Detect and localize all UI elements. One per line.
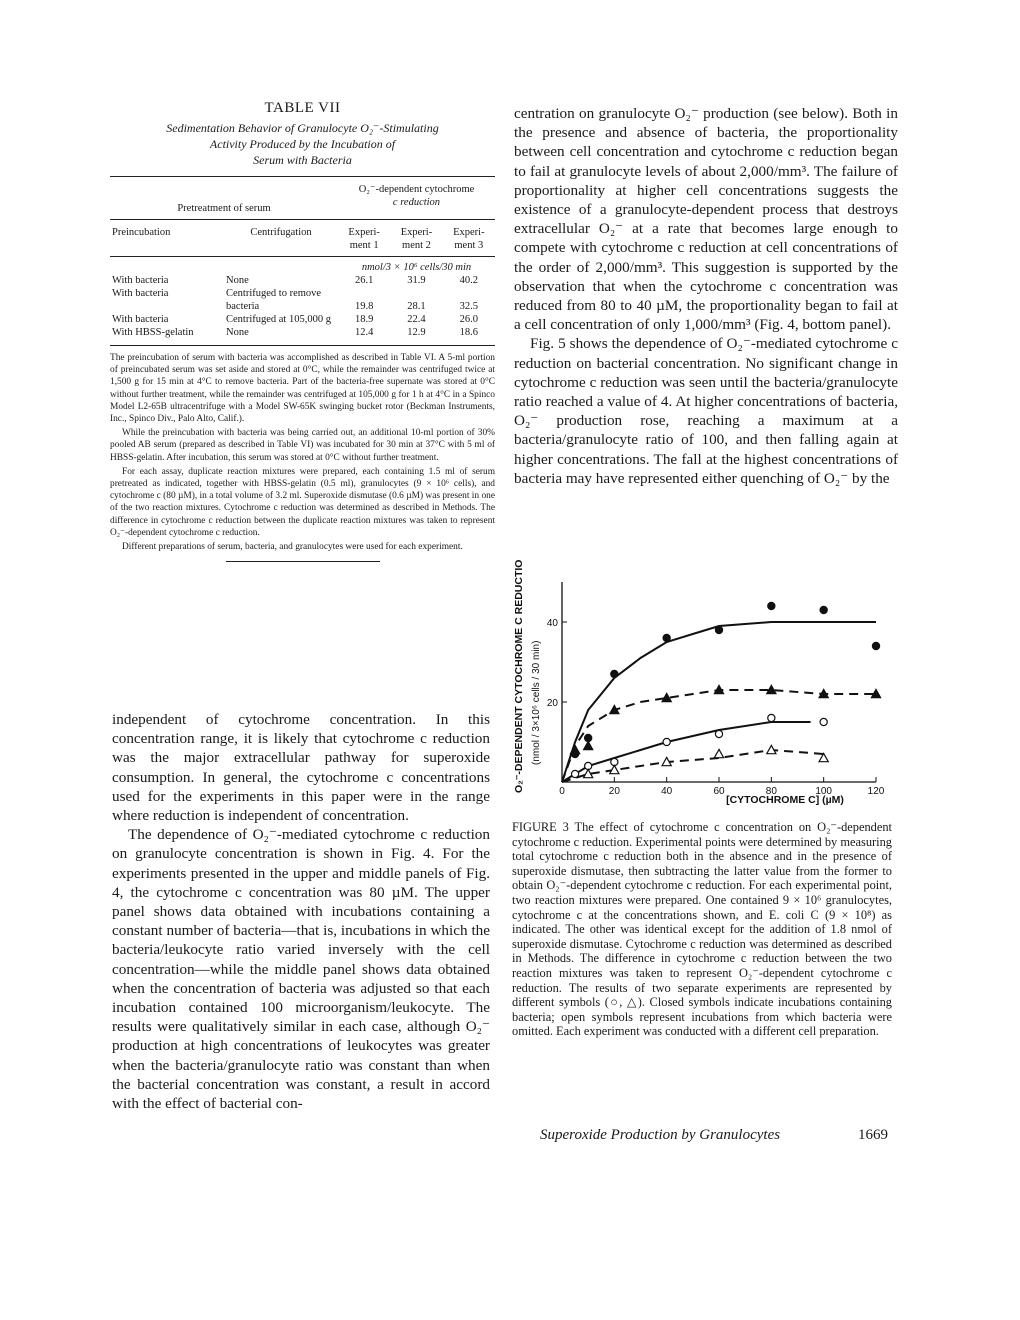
- table-notes: [110, 352, 495, 553]
- x-tick-label: 100: [815, 786, 833, 797]
- data-point: [663, 634, 670, 641]
- table-vii: [110, 100, 495, 562]
- x-tick-label: 40: [661, 786, 673, 797]
- table-subtitle-3: Serum with Bacteria: [253, 153, 352, 167]
- col-exp1: Experi- ment 1: [348, 227, 380, 251]
- figure-3-chart: [505, 560, 905, 805]
- col-centrifugation: Centrifugation: [250, 227, 312, 238]
- data-point: [663, 738, 670, 745]
- col-preincubation: Preincubation: [112, 227, 171, 238]
- x-tick-label: 60: [713, 786, 725, 797]
- x-tick-label: 0: [559, 786, 565, 797]
- notes-end-rule: [226, 561, 380, 562]
- data-point: [820, 606, 827, 613]
- data-point: [714, 749, 723, 757]
- page-number: 1669: [858, 1127, 888, 1143]
- figure-caption: FIGURE 3 The effect of cytochrome c concentration on O₂⁻-dependent cytochrome c reduction. Experimental points were determined by measuring total cytochrome c reduction both in the absence and in the presence of superoxide dismutase, then subtracting the latter value from the former to obtain O₂⁻-dependent cytochrome c reduction. For each experimental point, two reaction mixtures were prepared. One contained 9 × 10⁶ granulocytes, cytochrome c at the concentrations shown, and E. coli C (9 × 10⁸) as indicated. The other was identical except for the addition of 1.8 nmol of superoxide dismutase. Cytochrome c reduction was determined as described in Methods. The difference in cytochrome c reduction between the two reaction mixtures was taken to represent O₂⁻-dependent cytochrome c reduction. The results of two separate experiments are represented by different symbols (○, △). Closed symbols indicate incubations containing bacteria; open symbols represent incubations from which bacteria were omitted. Each experiment was conducted with a different cell preparation.: [512, 820, 892, 1039]
- table-subtitle-1: Sedimentation Behavior of Granulocyte O₂⁻-Stimulating: [166, 121, 439, 135]
- table-row: With HBSS-gelatin None 12.4 12.9 18.6: [112, 327, 479, 338]
- y-tick-label: 40: [546, 618, 558, 629]
- running-title: Superoxide Production by Granulocytes: [540, 1127, 781, 1143]
- data-point: [571, 770, 578, 777]
- page-footer: [540, 1127, 900, 1144]
- col-exp3: Experi- ment 3: [453, 227, 485, 251]
- table-note: Different preparations of serum, bacteria, and granulocytes were used for each experiment.: [122, 542, 463, 553]
- y-axis-label: O₂⁻-DEPENDENT CYTOCHROME C REDUCTION: [513, 560, 525, 793]
- right-column-text: [514, 104, 898, 488]
- x-tick-label: 20: [608, 786, 620, 797]
- data-point: [715, 730, 722, 737]
- data-point: [768, 714, 775, 721]
- units-label: nmol/3 × 10⁶ cells/30 min: [361, 262, 472, 273]
- paragraph: The dependence of O₂⁻-mediated cytochrome c reduction on granulocyte concentration is shown in Fig. 4. For the experiments presented in the upper and middle panels of Fig. 4, the cytochrome c concentration was 80 µM. The upper panel shows data obtained with incubations containing a constant number of bacteria—that is, incubations in which the bacteria/leukocyte ratio varied inversely with the cell concentration—while the middle panel shows data obtained when the concentration of bacteria was adjusted so that each incubation contained 100 microorganism/leukocyte. The results were qualitatively similar in each case, although O₂⁻ production at high concentrations of leukocytes was greater when the bacteria/granulocyte ratio was constant than when the bacterial concentration was constant, a result in accord with the effect of bacterial con-: [112, 826, 490, 1113]
- y-axis-label-units: (nmol / 3×10⁶ cells / 30 min): [531, 640, 542, 765]
- data-point: [715, 626, 722, 633]
- series-curve-3: [562, 750, 824, 782]
- y-tick-label: 20: [546, 698, 558, 709]
- data-point: [611, 670, 618, 677]
- x-tick-label: 80: [765, 786, 777, 797]
- table-row: With bacteria Centrifuged at 105,000 g 18.9 22.4 26.0: [112, 314, 479, 325]
- data-point: [820, 718, 827, 725]
- data-point: [872, 642, 879, 649]
- data-point: [584, 741, 593, 749]
- table-grid: [110, 177, 495, 345]
- table-bottom-rule: [110, 345, 495, 346]
- x-tick-label: 120: [867, 786, 885, 797]
- table-note: For each assay, duplicate reaction mixtures were prepared, each containing 1.5 ml of serum pretreated as indicated, together with HBSS-gelatin (0.5 ml), granulocytes (9 × 10⁶ cells), and cytochrome c (80 µM), in a total volume of 3.2 ml. Superoxide dismutase (0.6 µM) was present in one of the two reaction mixtures. Cytochrome c reduction was determined as described in Methods. The difference in cytochrome c reduction between the duplicate reaction mixtures was taken to represent O₂⁻-dependent cytochrome c reduction.: [110, 466, 495, 538]
- figure-3: [505, 560, 905, 805]
- col-exp2: Experi- ment 2: [400, 227, 433, 251]
- paragraph: independent of cytochrome concentration. In this concentration range, it is likely that cytochrome c reduction was the major extracellular pathway for superoxide consumption. In general, the cytochrome c concentrations used for the experiments in this paper were in the range where reduction is independent of concentration.: [112, 711, 490, 825]
- header-o2-line2: c reduction: [392, 197, 441, 208]
- paragraph: Fig. 5 shows the dependence of O₂⁻-mediated cytochrome c reduction on bacterial concentration. No significant change in cytochrome c reduction was seen until the bacteria/granulocyte ratio reached a value of 4. At higher concentrations of bacteria, O₂⁻ production rose, reaching a maximum at a bacteria/granulocyte ratio of 100, and then falling again at higher concentrations. The fall at the highest concentrations of bacteria may have represented either quenching of O₂⁻ by the: [514, 335, 898, 487]
- table-title: TABLE VII: [264, 100, 341, 116]
- table-row: With bacteria None 26.1 31.9 40.2: [112, 275, 479, 286]
- data-point: [768, 602, 775, 609]
- header-o2: O₂⁻-dependent cytochrome: [358, 184, 475, 195]
- table-row: With bacteria Centrifuged to remove bacteria 19.8 28.1 32.5: [112, 288, 479, 312]
- x-axis-label: [CYTOCHROME C] (µM): [726, 794, 844, 805]
- header-pretreatment: Pretreatment of serum: [177, 203, 271, 214]
- table-subtitle-2: Activity Produced by the Incubation of: [209, 137, 396, 151]
- table-note: While the preincubation with bacteria was being carried out, an additional 10-ml portion of 30% pooled AB serum (prepared as described in Table VI) was incubated for 30 min at 37°C with 5 ml of HBSS-gelatin. After incubation, this serum was stored at 0°C without further treatment.: [110, 428, 495, 463]
- left-column-text: [112, 710, 490, 1113]
- paragraph: centration on granulocyte O₂⁻ production (see below). Both in the presence and absence of bacteria, the proportionality between cell concentration and cytochrome c reduction began to fail at granulocyte levels of about 2,000/mm³. The failure of proportionality at higher cell concentrations suggests the existence of a granulocyte-dependent process that destroys extracellular O₂⁻ at a rate that becomes large enough to compete with cytochrome c reduction at cell concentrations of the order of 2,000/mm³. This suggestion is supported by the observation that when the cytochrome c concentration was reduced from 80 to 40 µM, the proportionality began to fail at a cell concentration of only 1,000/mm³ (Fig. 4, bottom panel).: [514, 105, 898, 334]
- table-note: The preincubation of serum with bacteria was accomplished as described in Table VI. A 5-ml portion of preincubated serum was set aside and stored at 0°C, while the remainder was centrifuged twice at 1,500 g for 15 min at 4°C to remove bacteria. Part of the bacteria-free supernate was stored at 0°C without further treatment, while the remainder was centrifuged at 105,000 g for 1 h at 4°C in a Spinco Model L2-65B ultracentrifuge with a Model SW-65K swinging bucket rotor (Beckman Instruments, Inc., Spinco Div., Palo Alto, Calif.).: [110, 353, 495, 425]
